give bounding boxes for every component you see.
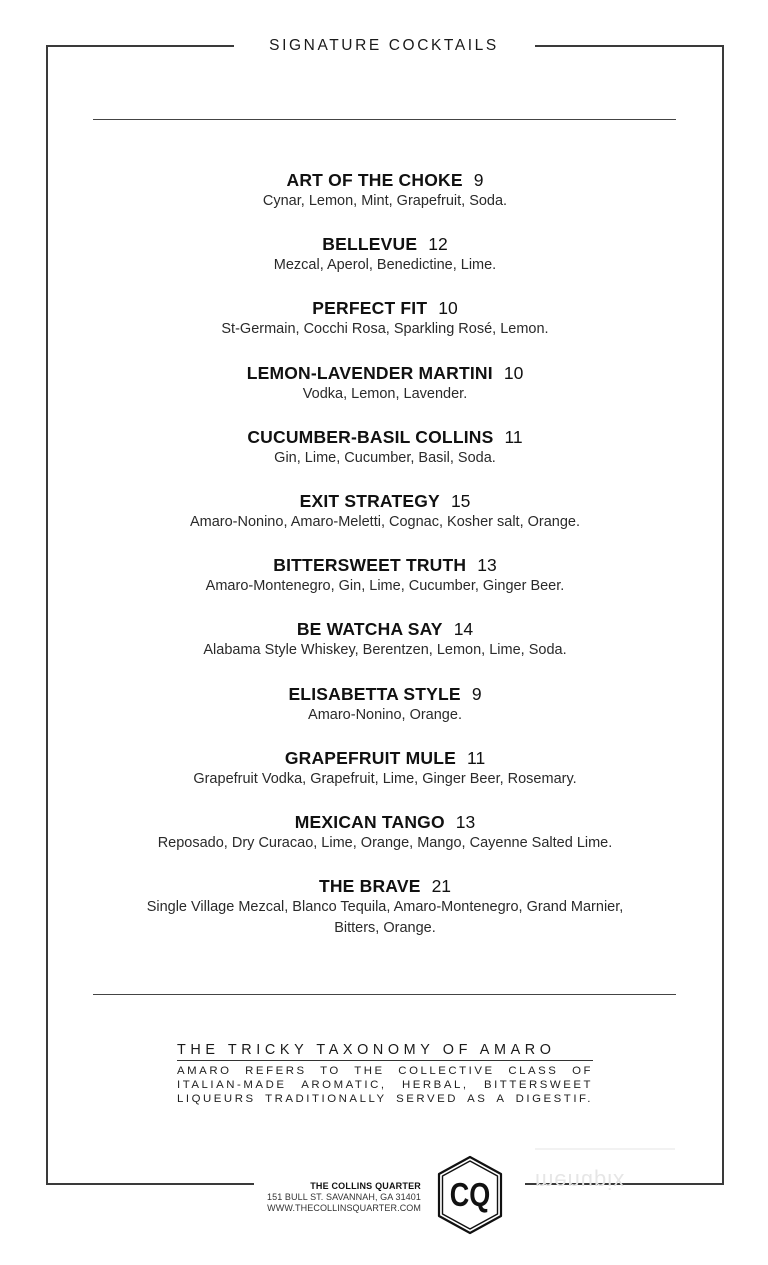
frame-left bbox=[46, 45, 48, 1185]
cq-logo-icon bbox=[436, 1155, 504, 1235]
item-price: 14 bbox=[453, 619, 474, 640]
amaro-line: LIQUEURS TRADITIONALLY SERVED AS A DIGESTIF. bbox=[177, 1093, 593, 1106]
menu-item bbox=[94, 297, 676, 340]
item-price: 13 bbox=[455, 811, 476, 832]
item-price: 15 bbox=[450, 490, 471, 511]
item-description: Grapefruit Vodka, Grapefruit, Lime, Ginger Beer, Rosemary. bbox=[193, 770, 577, 787]
item-price: 9 bbox=[471, 683, 482, 704]
item-name: PERFECT FIT bbox=[312, 298, 428, 319]
item-price: 21 bbox=[431, 876, 452, 897]
top-divider bbox=[93, 119, 676, 120]
item-description: Vodka, Lemon, Lavender. bbox=[302, 385, 468, 402]
menu-item bbox=[94, 554, 676, 597]
item-name: THE BRAVE bbox=[318, 876, 421, 897]
page-title: SIGNATURE COCKTAILS bbox=[269, 37, 499, 54]
item-price: 12 bbox=[428, 234, 448, 255]
item-price: 10 bbox=[438, 298, 458, 319]
item-description: Amaro-Nonino, Amaro-Meletti, Cognac, Kosher salt, Orange. bbox=[189, 513, 581, 530]
cocktail-menu bbox=[94, 169, 676, 960]
menu-item bbox=[94, 169, 676, 212]
menu-item bbox=[94, 747, 676, 790]
menu-item bbox=[94, 233, 676, 276]
logo-text: CQ bbox=[449, 1176, 491, 1214]
item-name: BELLEVUE bbox=[322, 234, 418, 255]
frame-right bbox=[722, 45, 724, 1185]
amaro-body bbox=[177, 1064, 593, 1107]
item-name: LEMON-LAVENDER MARTINI bbox=[246, 362, 493, 383]
item-description: Alabama Style Whiskey, Berentzen, Lemon, Lime, Soda. bbox=[203, 642, 567, 659]
item-description: Gin, Lime, Cucumber, Basil, Soda. bbox=[274, 449, 496, 466]
restaurant-name: THE COLLINS QUARTER bbox=[310, 1181, 421, 1191]
item-price: 11 bbox=[504, 426, 523, 447]
menu-item bbox=[94, 875, 676, 938]
amaro-note bbox=[177, 1042, 593, 1107]
item-description: Amaro-Montenegro, Gin, Lime, Cucumber, Ginger Beer. bbox=[205, 578, 565, 595]
watermark-decoration bbox=[535, 1148, 675, 1160]
menu-item bbox=[94, 426, 676, 469]
item-name: EXIT STRATEGY bbox=[299, 490, 440, 511]
menu-item bbox=[94, 490, 676, 533]
item-description: Reposado, Dry Curacao, Lime, Orange, Mango, Cayenne Salted Lime. bbox=[157, 834, 613, 851]
item-description-line: Single Village Mezcal, Blanco Tequila, Amaro-Montenegro, Grand Marnier, bbox=[146, 899, 624, 916]
item-description: Cynar, Lemon, Mint, Grapefruit, Soda. bbox=[262, 193, 508, 209]
bottom-divider bbox=[93, 994, 676, 995]
item-name: GRAPEFRUIT MULE bbox=[284, 747, 457, 768]
item-name: MEXICAN TANGO bbox=[294, 811, 445, 832]
menu-item bbox=[94, 683, 676, 726]
item-description: Amaro-Nonino, Orange. bbox=[308, 706, 462, 723]
amaro-line: AMARO REFERS TO THE COLLECTIVE CLASS OF bbox=[177, 1065, 593, 1077]
item-price: 9 bbox=[473, 170, 484, 190]
amaro-title: THE TRICKY TAXONOMY OF AMARO bbox=[177, 1042, 593, 1061]
menu-item bbox=[94, 362, 676, 405]
menu-item bbox=[94, 618, 676, 661]
item-description-line: Bitters, Orange. bbox=[334, 919, 436, 936]
item-name: ART OF THE CHOKE bbox=[286, 170, 463, 190]
item-name: ELISABETTA STYLE bbox=[288, 683, 461, 704]
restaurant-info bbox=[253, 1181, 421, 1214]
item-price: 13 bbox=[477, 555, 497, 576]
frame-bottom-left bbox=[46, 1183, 254, 1185]
menu-item bbox=[94, 811, 676, 854]
item-price: 11 bbox=[467, 747, 486, 768]
item-name: CUCUMBER-BASIL COLLINS bbox=[247, 426, 494, 447]
item-price: 10 bbox=[503, 362, 524, 383]
item-name: BITTERSWEET TRUTH bbox=[273, 555, 467, 576]
item-name: BE WATCHA SAY bbox=[296, 619, 443, 640]
item-description: St-Germain, Cocchi Rosa, Sparkling Rosé, Lemon. bbox=[221, 321, 549, 338]
amaro-line: ITALIAN-MADE AROMATIC, HERBAL, BITTERSWEET bbox=[177, 1079, 593, 1092]
item-description: Mezcal, Aperol, Benedictine, Lime. bbox=[273, 257, 497, 274]
watermark: menupix bbox=[535, 1169, 626, 1194]
restaurant-address: 151 BULL ST. SAVANNAH, GA 31401 bbox=[266, 1192, 421, 1202]
restaurant-website[interactable]: WWW.THECOLLINSQUARTER.COM bbox=[267, 1203, 421, 1213]
